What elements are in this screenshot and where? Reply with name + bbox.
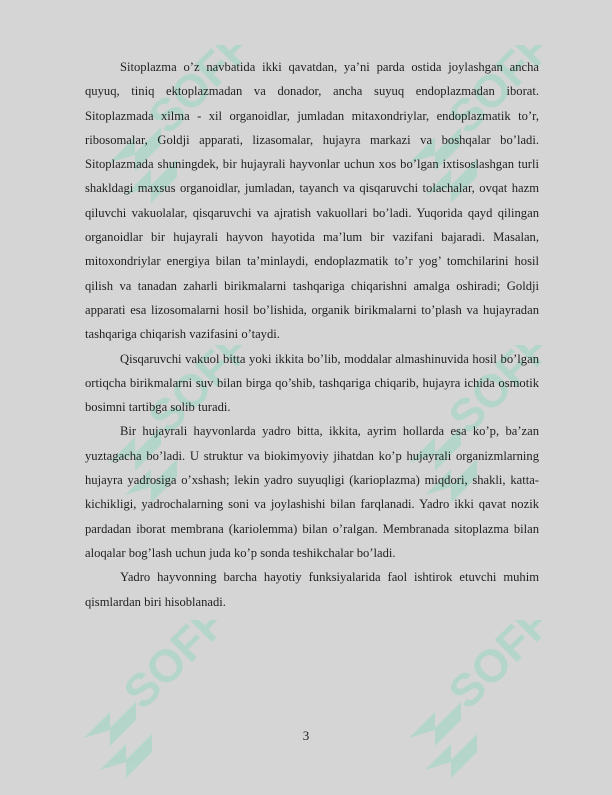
watermark-logo-icon <box>395 620 545 790</box>
svg-text:SOFF: SOFF <box>138 345 245 444</box>
page-number: 3 <box>302 728 310 743</box>
svg-text:SOFF: SOFF <box>138 45 245 144</box>
svg-text:SOFF: SOFF <box>438 345 545 444</box>
paragraph-sitoplazma: Sitoplazma o’z navbatida ikki qavatdan, ya’ni parda ostida joylashgan ancha quyuq, tiniq ektoplazmadan va donador, ancha suyuq endoplazmadan iborat. Sitoplazmada xilma - xil organoidlar, jumladan mitaxondriylar, endoplazmatik to’r, ribosomalar, Goldji apparati, lizasomalar, hujayra markazi va boshqalar bo’ladi. Sitoplazmada shuningdek, bir hujayrali hayvonlar uchun xos bo’lgan ixtisoslashgan turli shakldagi maxsus organoidlar, jumladan, tayanch va qisqaruvchi tolachalar, ovqat hazm qiluvchi vakuolalar, qisqaruvchi va ajratish vakuollari bo’ladi. Yuqorida qayd qilingan organoidlar bir hujayrali hayvon hayotida ma’lum bir vazifani bajaradi. Masalan, mitoxondriylar energiya bilan ta’minlaydi, endoplazmatik to’r yog’ tomchilarini hosil qilish va tanadan zaharli birikmalarni tashqariga chiqarishni amalga oshiradi; Goldji apparati esa lizosomalarni hosil bo’lishida, organik birikmalarni to’plash va hujayradan tashqariga chiqarish vazifasini o’taydi. <box>85 60 539 342</box>
svg-text:SOFF: SOFF <box>438 45 545 144</box>
watermark-logo-icon <box>70 620 220 790</box>
paragraph-yadro-funksiya: Yadro hayvonning barcha hayotiy funksiyalarida faol ishtirok etuvchi muhim qismlardan biri hisoblanadi. <box>85 570 539 609</box>
document-body <box>85 55 539 614</box>
paragraph-qisqaruvchi-vakuol: Qisqaruvchi vakuol bitta yoki ikkita bo’lib, moddalar almashinuvida hosil bo’lgan ortiqcha birikmalarni suv bilan birga qo’shib, tashqariga chiqarib, hujayra ichida osmotik bosimni tartibga solib turadi. <box>85 351 539 415</box>
paragraph-yadro: Bir hujayrali hayvonlarda yadro bitta, ikkita, ayrim hollarda esa ko’p, ba’zan yuztagacha bo’ladi. U struktur va biokimyoviy jihatdan ko’p hujayrali organizmlarning hujayra yadrosiga o’xshash; lekin yadro suyuqligi (karioplazma) miqdori, shakli, katta-kichikligi, yadrochalarning soni va joylashishi bilan farqlanadi. Yadro ikki qavat nozik pardadan iborat membrana (kariolemma) bilan o’ralgan. Membranada sitoplazma bilan aloqalar bog’lash uchun juda ko’p sonda teshikchalar bo’ladi. <box>85 424 539 560</box>
svg-text:SOFF: SOFF <box>113 620 220 719</box>
svg-text:SOFF: SOFF <box>438 620 545 719</box>
